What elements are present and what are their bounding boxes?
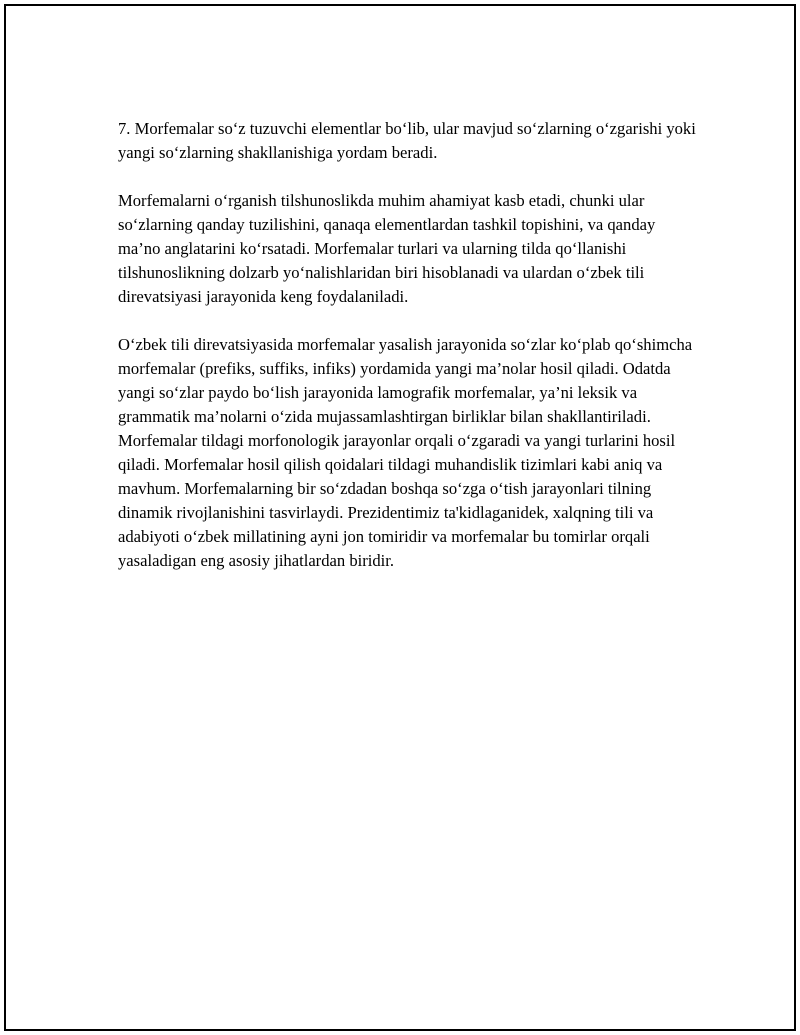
paragraph-3: O‘zbek tili direvatsiyasida morfemalar yasalish jarayonida so‘zlar ko‘plab qo‘shimcha morfemalar (prefiks, suffiks, infiks) yordamida yangi ma’nolar hosil qiladi. Odatda yangi so‘zlar paydo bo‘lish jarayonida lamografik morfemalar, ya’ni leksik va grammatik ma’nolarni o‘zida mujassamlashtirgan birliklar bilan shakllantiriladi. Morfemalar tildagi morfonologik jarayonlar orqali o‘zgaradi va yangi turlarini hosil qiladi. Morfemalar hosil qilish qoidalari tildagi muhandislik tizimlari kabi aniq va mavhum. Morfemalarning bir so‘zdadan boshqa so‘zga o‘tish jarayonlari tilning dinamik rivojlanishini tasvirlaydi. Prezidentimiz ta'kidlaganidek, xalqning tili va adabiyoti o‘zbek millatining ayni jon tomiridir va morfemalar bu tomirlar orqali yasaladigan eng asosiy jihatlardan biridir. (118, 335, 693, 570)
paragraph-2: Morfemalarni o‘rganish tilshunoslikda muhim ahamiyat kasb etadi, chunki ular so‘zlarning qanday tuzilishini, qanaqa elementlardan tashkil topishini, va qanday ma’no anglatarini ko‘rsatadi. Morfemalar turlari va ularning tilda qo‘llanishi tilshunoslikning dolzarb yo‘nalishlaridan biri hisoblanadi va ulardan o‘zbek tili direvatsiyasi jarayonida keng foydalaniladi. (118, 191, 656, 306)
document-body (118, 117, 698, 597)
paragraph-1: 7. Morfemalar so‘z tuzuvchi elementlar bo‘lib, ular mavjud so‘zlarning o‘zgarishi yoki yangi so‘zlarning shakllanishiga yordam beradi. (118, 119, 696, 162)
